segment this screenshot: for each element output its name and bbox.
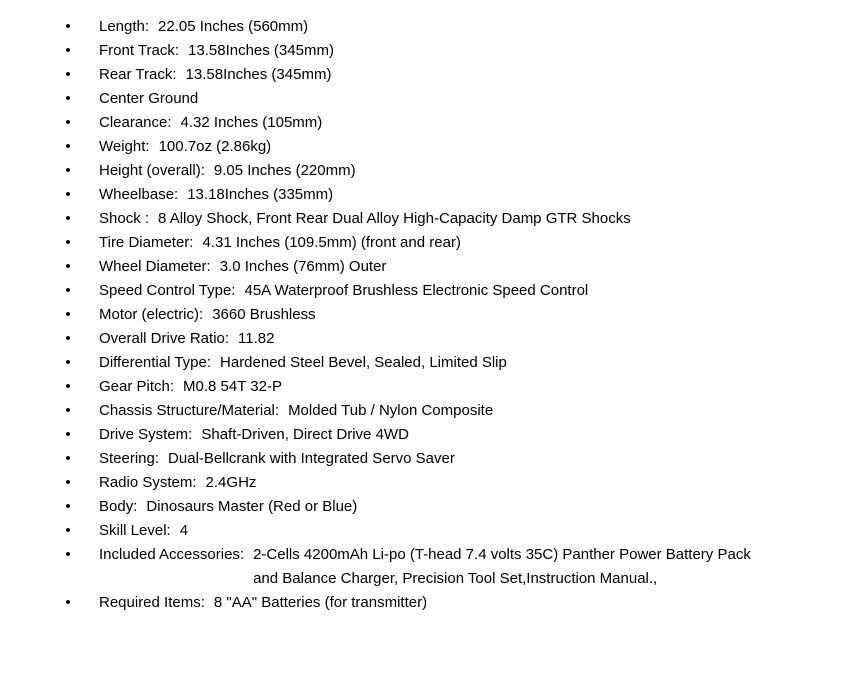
spec-value: Dinosaurs Master (Red or Blue) bbox=[146, 498, 358, 515]
spec-label: Shock : bbox=[99, 210, 150, 227]
spec-label: Motor (electric): bbox=[99, 306, 204, 323]
spec-item bbox=[0, 207, 862, 231]
spec-label: Center Ground bbox=[99, 90, 199, 107]
spec-value: Molded Tub / Nylon Composite bbox=[288, 402, 494, 419]
bullet-icon: • bbox=[65, 66, 71, 83]
spec-value: M0.8 54T 32-P bbox=[183, 378, 282, 395]
spec-item bbox=[0, 15, 862, 39]
spec-label: Drive System: bbox=[99, 426, 193, 443]
spec-label: Steering: bbox=[99, 450, 160, 467]
spec-value: 22.05 Inches (560mm) bbox=[158, 18, 309, 35]
spec-value-line: and Balance Charger, Precision Tool Set,Instruction Manual., bbox=[253, 570, 658, 587]
bullet-icon: • bbox=[65, 42, 71, 59]
bullet-icon: • bbox=[65, 186, 71, 203]
spec-item bbox=[0, 447, 862, 471]
spec-label: Clearance: bbox=[99, 114, 172, 131]
bullet-icon: • bbox=[65, 474, 71, 491]
bullet-icon: • bbox=[65, 210, 71, 227]
bullet-icon: • bbox=[65, 402, 71, 419]
spec-item bbox=[0, 591, 862, 615]
spec-label: Gear Pitch: bbox=[99, 378, 175, 395]
bullet-icon: • bbox=[65, 330, 71, 347]
spec-value: Hardened Steel Bevel, Sealed, Limited Slip bbox=[220, 354, 507, 371]
bullet-icon: • bbox=[65, 114, 71, 131]
spec-label: Wheelbase: bbox=[99, 186, 179, 203]
spec-item bbox=[0, 279, 862, 303]
spec-item bbox=[0, 375, 862, 399]
bullet-icon: • bbox=[65, 546, 71, 563]
spec-label: Speed Control Type: bbox=[99, 282, 236, 299]
spec-value: 45A Waterproof Brushless Electronic Speed Control bbox=[244, 282, 589, 299]
spec-item bbox=[0, 519, 862, 543]
spec-item bbox=[0, 471, 862, 495]
spec-item bbox=[0, 63, 862, 87]
spec-value: 13.58Inches (345mm) bbox=[185, 66, 332, 83]
bullet-icon: • bbox=[65, 354, 71, 371]
spec-item bbox=[0, 87, 862, 111]
bullet-icon: • bbox=[65, 258, 71, 275]
spec-label: Tire Diameter: bbox=[99, 234, 194, 251]
bullet-icon: • bbox=[65, 378, 71, 395]
spec-item bbox=[0, 39, 862, 63]
spec-label: Weight: bbox=[99, 138, 150, 155]
spec-item bbox=[0, 399, 862, 423]
spec-label: Chassis Structure/Material: bbox=[99, 402, 280, 419]
bullet-icon: • bbox=[65, 90, 71, 107]
spec-label: Body: bbox=[99, 498, 138, 515]
spec-value: 4 bbox=[179, 522, 189, 539]
spec-item bbox=[0, 303, 862, 327]
spec-label: Overall Drive Ratio: bbox=[99, 330, 230, 347]
spec-label: Front Track: bbox=[99, 42, 180, 59]
spec-value: 8 "AA" Batteries (for transmitter) bbox=[213, 594, 428, 611]
spec-value: 100.7oz (2.86kg) bbox=[158, 138, 272, 155]
spec-label: Length: bbox=[99, 18, 150, 35]
bullet-icon: • bbox=[65, 498, 71, 515]
spec-label: Height (overall): bbox=[99, 162, 205, 179]
spec-value: 4.31 Inches (109.5mm) (front and rear) bbox=[202, 234, 461, 251]
spec-value: Dual-Bellcrank with Integrated Servo Saver bbox=[168, 450, 455, 467]
specifications-list bbox=[0, 15, 862, 615]
spec-value: 2.4GHz bbox=[205, 474, 257, 491]
spec-item bbox=[0, 135, 862, 159]
spec-item bbox=[0, 231, 862, 255]
spec-value: 4.32 Inches (105mm) bbox=[180, 114, 323, 131]
spec-item bbox=[0, 327, 862, 351]
spec-item bbox=[0, 183, 862, 207]
spec-label: Included Accessories: bbox=[99, 546, 245, 563]
spec-value: Shaft-Driven, Direct Drive 4WD bbox=[201, 426, 409, 443]
spec-value: 3.0 Inches (76mm) Outer bbox=[219, 258, 387, 275]
spec-item bbox=[0, 255, 862, 279]
spec-value bbox=[253, 543, 751, 591]
spec-value: 11.82 bbox=[238, 330, 275, 347]
bullet-icon: • bbox=[65, 426, 71, 443]
spec-item bbox=[0, 543, 862, 591]
spec-item bbox=[0, 111, 862, 135]
bullet-icon: • bbox=[65, 18, 71, 35]
bullet-icon: • bbox=[65, 282, 71, 299]
spec-value: 13.18Inches (335mm) bbox=[187, 186, 334, 203]
spec-item bbox=[0, 351, 862, 375]
spec-label: Radio System: bbox=[99, 474, 197, 491]
spec-value: 8 Alloy Shock, Front Rear Dual Alloy High-Capacity Damp GTR Shocks bbox=[158, 210, 631, 227]
spec-item bbox=[0, 159, 862, 183]
spec-value: 9.05 Inches (220mm) bbox=[213, 162, 356, 179]
spec-value-line: 2-Cells 4200mAh Li-po (T-head 7.4 volts 35C) Panther Power Battery Pack bbox=[253, 546, 751, 563]
spec-item bbox=[0, 495, 862, 519]
bullet-icon: • bbox=[65, 594, 71, 611]
spec-item bbox=[0, 423, 862, 447]
spec-label: Rear Track: bbox=[99, 66, 177, 83]
bullet-icon: • bbox=[65, 306, 71, 323]
spec-label: Wheel Diameter: bbox=[99, 258, 211, 275]
spec-label: Skill Level: bbox=[99, 522, 171, 539]
spec-label: Required Items: bbox=[99, 594, 205, 611]
spec-value: 3660 Brushless bbox=[212, 306, 316, 323]
spec-label: Differential Type: bbox=[99, 354, 212, 371]
bullet-icon: • bbox=[65, 234, 71, 251]
bullet-icon: • bbox=[65, 522, 71, 539]
spec-value: 13.58Inches (345mm) bbox=[188, 42, 334, 59]
bullet-icon: • bbox=[65, 138, 71, 155]
bullet-icon: • bbox=[65, 450, 71, 467]
bullet-icon: • bbox=[65, 162, 71, 179]
